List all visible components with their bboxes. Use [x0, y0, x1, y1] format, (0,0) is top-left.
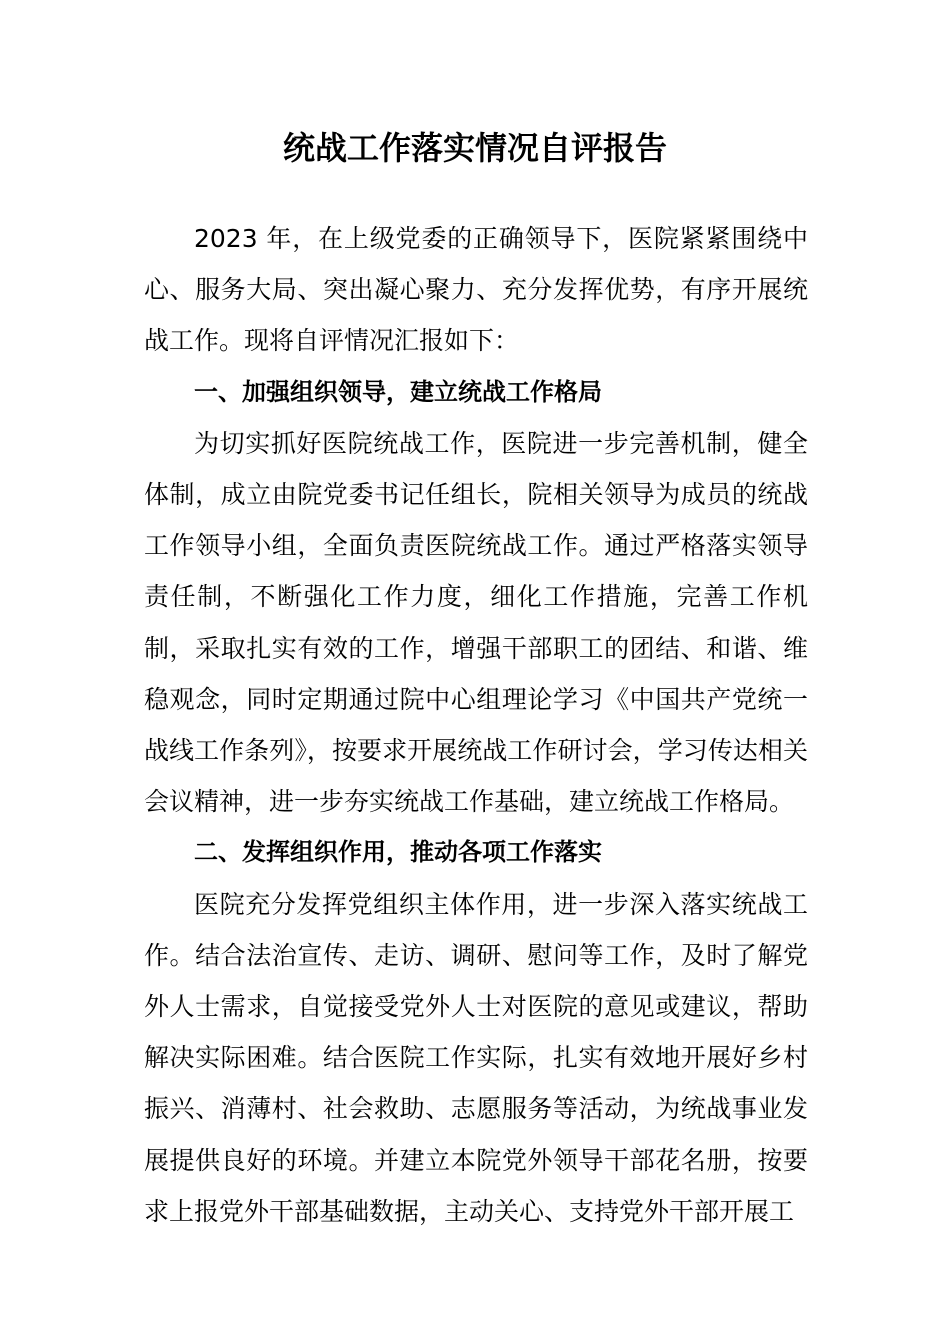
intro-paragraph: 2023 年，在上级党委的正确领导下，医院紧紧围绕中心、服务大局、突出凝心聚力、充分发挥优势，有序开展统战工作。现将自评情况汇报如下： — [144, 224, 808, 356]
section-heading-1: 一、加强组织领导，建立统战工作格局 — [194, 377, 602, 406]
document-body — [144, 213, 808, 1237]
section-paragraph-1: 为切实抓好医院统战工作，医院进一步完善机制，健全体制，成立由院党委书记任组长，院相关领导为成员的统战工作领导小组，全面负责医院统战工作。通过严格落实领导责任制，不断强化工作力度，细化工作措施，完善工作机制，采取扎实有效的工作，增强干部职工的团结、和谐、维稳观念，同时定期通过院中心组理论学习《中国共产党统一战线工作条列》，按要求开展统战工作研讨会，学习传达相关会议精神，进一步夯实统战工作基础，建立统战工作格局。 — [144, 428, 808, 817]
document-title: 统战工作落实情况自评报告 — [282, 129, 667, 167]
section-heading-2: 二、发挥组织作用，推动各项工作落实 — [194, 838, 602, 867]
section-paragraph-2: 医院充分发挥党组织主体作用，进一步深入落实统战工作。结合法治宣传、走访、调研、慰问等工作，及时了解党外人士需求，自觉接受党外人士对医院的意见或建议，帮助解决实际困难。结合医院工作实际，扎实有效地开展好乡村振兴、消薄村、社会救助、志愿服务等活动，为统战事业发展提供良好的环境。并建立本院党外领导干部花名册，按要求上报党外干部基础数据，主动关心、支持党外干部开展工 — [144, 889, 808, 1226]
